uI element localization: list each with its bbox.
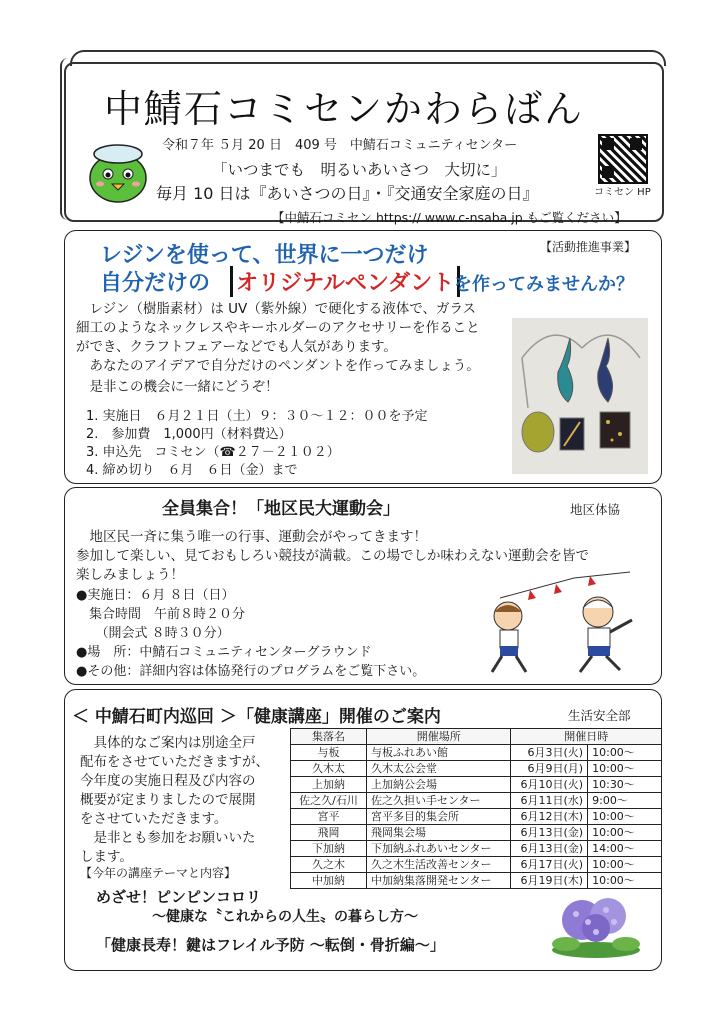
resin-detail-item: 2. 参加費 1,000円（材料費込） bbox=[86, 427, 292, 442]
sports-title: 全員集合！「地区民大運動会」 bbox=[162, 499, 400, 519]
table-cell: 久之木 bbox=[291, 857, 367, 873]
sports-detail-item: ●その他：詳細内容は体協発行のプログラムをご覧下さい。 bbox=[76, 664, 426, 679]
table-cell: 久木太公会堂 bbox=[366, 761, 511, 777]
table-cell: 10:00～ bbox=[588, 857, 662, 873]
table-cell: 中加納 bbox=[291, 873, 367, 889]
table-row bbox=[291, 777, 662, 793]
mascot-icon bbox=[86, 134, 150, 204]
hydrangea-icon bbox=[548, 892, 644, 958]
health-title: ＜ 中鯖石町内巡回 ＞「健康講座」開催のご案内 bbox=[72, 707, 441, 727]
table-cell: 10:00～ bbox=[588, 809, 662, 825]
table-header-row bbox=[291, 729, 662, 745]
table-cell: 与板 bbox=[291, 745, 367, 761]
activity-tag: 【活動推進事業】 bbox=[540, 240, 637, 254]
health-body-line: 今年度の実施日程及び内容の bbox=[80, 773, 256, 789]
table-cell: 10:00～ bbox=[588, 761, 662, 777]
sports-body-line: 地区民一斉に集う唯一の行事、運動会がやってきます！ bbox=[76, 529, 427, 545]
table-cell: 中加納集落開発センター bbox=[366, 873, 511, 889]
greeting-slogan: 「いつまでも 明るいあいさつ 大切に」 bbox=[212, 161, 507, 179]
table-cell: 10:00～ bbox=[588, 745, 662, 761]
resin-body-line: あなたのアイデアで自分だけのペンダントを作ってみましょう。 bbox=[76, 358, 480, 374]
resin-body-line: 細工のようなネックレスやキーホルダーのアクセサリーを作ること bbox=[76, 320, 480, 336]
table-row bbox=[291, 873, 662, 889]
resin-headline-1: レジンを使って、世界に一つだけ bbox=[100, 243, 429, 268]
table-cell: 6月13日(金) bbox=[511, 825, 588, 841]
table-cell: 6月3日(火) bbox=[511, 745, 588, 761]
table-cell: 佐之久担い手センター bbox=[366, 793, 511, 809]
table-cell: 飛岡集会場 bbox=[366, 825, 511, 841]
running-kids-illustration bbox=[470, 568, 654, 678]
health-body-line: 配布をさせていただきますが、 bbox=[80, 754, 269, 770]
table-cell: 6月10日(火) bbox=[511, 777, 588, 793]
table-cell: 6月17日(火) bbox=[511, 857, 588, 873]
resin-detail-item: 3. 申込先 コミセン（☎２７－２１０２） bbox=[86, 445, 340, 460]
theme-line-2: ～健康な〝これからの人生〟の暮らし方～ bbox=[152, 909, 418, 925]
table-cell: 上加納公会場 bbox=[366, 777, 511, 793]
sports-details bbox=[76, 586, 425, 681]
qr-label: コミセン HP bbox=[594, 187, 651, 198]
table-cell: 下加納 bbox=[291, 841, 367, 857]
health-body-line: 具体的なご案内は別途全戸 bbox=[80, 735, 256, 751]
table-row bbox=[291, 761, 662, 777]
resin-headline-2a: 自分だけの bbox=[100, 271, 211, 296]
resin-details bbox=[86, 408, 428, 480]
table-cell: 9:00～ bbox=[588, 793, 662, 809]
resin-body-line: ができ、クラフトフェアーなどでも人気があります。 bbox=[76, 339, 397, 355]
resin-headline-2b: オリジナルペンダント bbox=[230, 266, 460, 297]
health-body-line: 是非とも参加をお願いいた bbox=[80, 830, 256, 846]
table-cell: 与板ふれあい館 bbox=[366, 745, 511, 761]
table-cell: 久木太 bbox=[291, 761, 367, 777]
sports-detail-item: 集合時間 午前８時２０分 bbox=[76, 607, 246, 622]
table-cell: 上加納 bbox=[291, 777, 367, 793]
table-cell: 6月13日(金) bbox=[511, 841, 588, 857]
newsletter-title: 中鯖石コミセンかわらばん bbox=[104, 87, 585, 131]
theme-line-1: めざせ！ピンピンコロリ bbox=[96, 888, 262, 906]
resin-body-line: 是非この機会に一緒にどうぞ！ bbox=[76, 379, 279, 395]
resin-detail-item: 1. 実施日 ６月２１日（土）９：３０～１２：００を予定 bbox=[86, 409, 428, 424]
sports-body-line: 参加して楽しい、見ておもしろい競技が満載。この場でしか味わえない運動会を皆で bbox=[76, 548, 589, 564]
sports-detail-item: ●場 所：中鯖石コミュニティセンターグラウンド bbox=[76, 645, 372, 660]
sports-detail-item: （開会式 ８時３０分） bbox=[76, 626, 230, 641]
table-header: 集落名 bbox=[291, 729, 367, 745]
health-organizer: 生活安全部 bbox=[568, 708, 631, 723]
qr-code-icon[interactable] bbox=[598, 134, 648, 184]
table-cell: 6月11日(水) bbox=[511, 793, 588, 809]
theme-label: 【今年の講座テーマと内容】 bbox=[80, 866, 237, 880]
pendant-photo bbox=[512, 318, 648, 474]
table-row bbox=[291, 793, 662, 809]
theme-line-3: 「健康長寿！鍵はフレイル予防 ～転倒・骨折編～」 bbox=[96, 936, 445, 954]
sports-organizer: 地区体協 bbox=[570, 502, 621, 517]
issue-info: 令和７年 ５月 20 日 409 号 中鯖石コミュニティセンター bbox=[162, 138, 518, 153]
resin-body-line: レジン（樹脂素材）は UV（紫外線）で硬化する液体で、ガラス bbox=[76, 301, 477, 317]
table-row bbox=[291, 745, 662, 761]
table-cell: 宮平 bbox=[291, 809, 367, 825]
table-cell: 久之木生活改善センター bbox=[366, 857, 511, 873]
table-cell: 飛岡 bbox=[291, 825, 367, 841]
table-header: 開催場所 bbox=[366, 729, 511, 745]
resin-detail-item: 4. 締め切り ６月 ６日（金）まで bbox=[86, 463, 298, 478]
resin-body bbox=[76, 300, 506, 397]
health-body-line: します。 bbox=[80, 849, 133, 865]
table-row bbox=[291, 857, 662, 873]
table-cell: 10:30～ bbox=[588, 777, 662, 793]
health-body-line: 概要が定まりましたので展開 bbox=[80, 792, 256, 808]
health-body bbox=[80, 734, 286, 867]
table-cell: 佐之久/石川 bbox=[291, 793, 367, 809]
table-cell: 6月19日(木) bbox=[511, 873, 588, 889]
health-body-line: をさせていただきます。 bbox=[80, 811, 228, 827]
table-row bbox=[291, 825, 662, 841]
table-cell: 10:00～ bbox=[588, 825, 662, 841]
table-cell: 10:00～ bbox=[588, 873, 662, 889]
sports-detail-item: ●実施日：６月 ８日（日） bbox=[76, 588, 235, 603]
table-row bbox=[291, 809, 662, 825]
table-cell: 14:00～ bbox=[588, 841, 662, 857]
table-cell: 下加納ふれあいセンター bbox=[366, 841, 511, 857]
website-notice: 【中鯖石コミセン https:// www.c-nsaba.jp もご覧ください】 bbox=[272, 210, 627, 225]
table-header: 開催日時 bbox=[511, 729, 662, 745]
table-cell: 6月9日(月) bbox=[511, 761, 588, 777]
sports-body-line: 楽しみましょう！ bbox=[76, 567, 184, 583]
table-cell: 6月12日(木) bbox=[511, 809, 588, 825]
table-cell: 宮平多目的集会所 bbox=[366, 809, 511, 825]
schedule-table bbox=[290, 728, 662, 889]
resin-headline-2c: を作ってみませんか？ bbox=[454, 274, 634, 295]
table-row bbox=[291, 841, 662, 857]
monthly-day-notice: 毎月 10 日は『あいさつの日』・『交通安全家庭の日』 bbox=[156, 184, 539, 203]
